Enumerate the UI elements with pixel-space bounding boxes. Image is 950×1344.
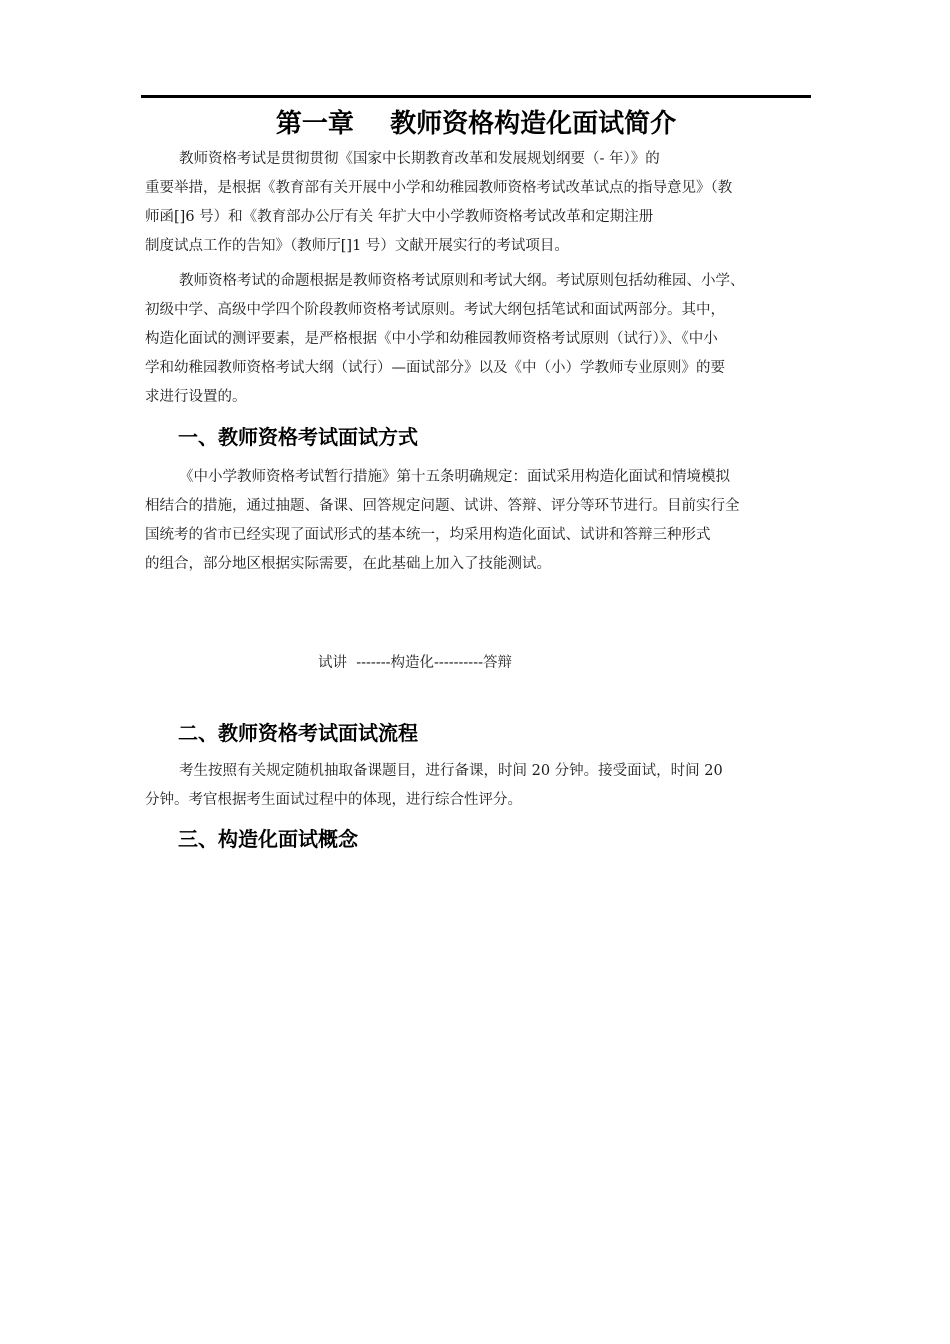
text-line: 考生按照有关规定随机抽取备课题目，进行备课，时间 20 分钟。接受面试，时间 20 [179, 763, 723, 779]
section-heading-interview-format: 一、教师资格考试面试方式 [178, 425, 418, 449]
text-line: 国统考的省市已经实现了面试形式的基本统一，均采用构造化面试、试讲和答辩三种形式 [145, 527, 711, 543]
text-line: 初级中学、高级中学四个阶段教师资格考试原则。考试大纲包括笔试和面试两部分。其中， [145, 302, 725, 318]
text-line: 《中小学教师资格考试暂行措施》第十五条明确规定：面试采用构造化面试和情境模拟 [179, 469, 730, 485]
text-line: 教师资格考试是贯彻贯彻《国家中长期教育改革和发展规划纲要（- 年）》的 [179, 151, 660, 167]
header-rule [141, 95, 811, 98]
section-heading-interview-process: 二、教师资格考试面试流程 [178, 721, 418, 745]
intro-paragraph-2 [145, 267, 825, 412]
text-line: 师函[]6 号）和《教育部办公厅有关 年扩大中小学教师资格考试改革和定期注册 [145, 209, 654, 225]
text-line: 相结合的措施，通过抽题、备课、回答规定问题、试讲、答辩、评分等环节进行。目前实行全 [145, 498, 740, 514]
section1-paragraph [145, 463, 825, 579]
section-heading-structured-interview-concept: 三、构造化面试概念 [178, 827, 358, 851]
intro-paragraph-1 [145, 145, 825, 261]
text-line: 的组合，部分地区根据实际需要，在此基础上加入了技能测试。 [145, 556, 551, 572]
text-line: 分钟。考官根据考生面试过程中的体现，进行综合性评分。 [145, 792, 522, 808]
interview-forms-diagram: 试讲 -------构造化----------答辩 [318, 655, 513, 671]
section2-paragraph [145, 757, 825, 815]
text-line: 构造化面试的测评要素，是严格根据《中小学和幼稚园教师资格考试原则（试行）》、《中小 [145, 331, 718, 347]
text-line: 制度试点工作的告知》（教师厅[]1 号）文献开展实行的考试项目。 [145, 238, 569, 254]
text-line: 学和幼稚园教师资格考试大纲（试行）—面试部分》以及《中（小）学教师专业原则》的要 [145, 360, 725, 376]
text-line: 求进行设置的。 [145, 389, 247, 405]
text-line: 教师资格考试的命题根据是教师资格考试原则和考试大纲。考试原则包括幼稚园、小学、 [179, 273, 745, 289]
chapter-title: 第一章 教师资格构造化面试简介 [275, 109, 677, 139]
text-line: 重要举措，是根据《教育部有关开展中小学和幼稚园教师资格考试改革试点的指导意见》（教 [145, 180, 733, 196]
